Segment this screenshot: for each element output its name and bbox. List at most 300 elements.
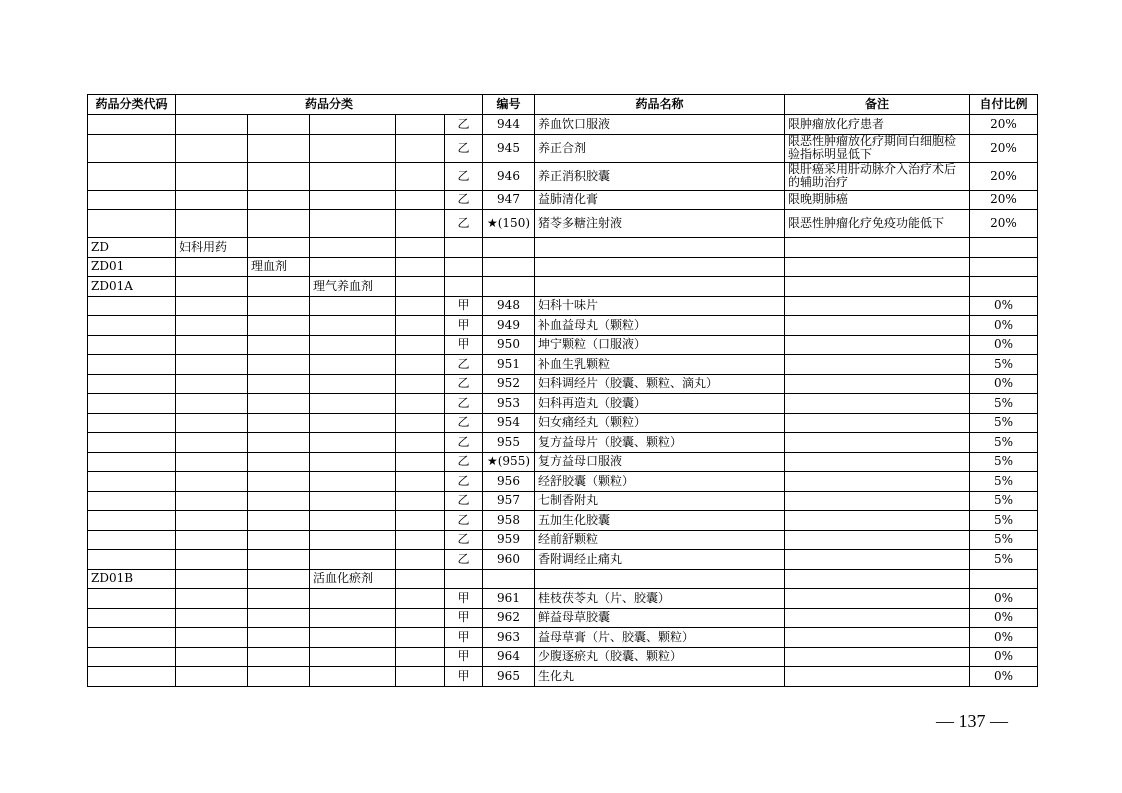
ratio-cell: 20% [970, 115, 1038, 135]
number-cell: 965 [483, 667, 535, 687]
number-cell: 948 [483, 296, 535, 316]
empty-cell [248, 569, 310, 589]
empty-cell [445, 257, 483, 277]
drug-name-cell: 养正消积胶囊 [535, 162, 785, 190]
number-cell: 952 [483, 374, 535, 394]
empty-cell [310, 491, 396, 511]
empty-cell [176, 355, 248, 375]
table-row [88, 511, 1038, 531]
empty-cell [310, 472, 396, 492]
empty-cell [176, 608, 248, 628]
empty-cell [396, 550, 445, 570]
empty-cell [176, 134, 248, 162]
drug-name-cell: 妇科十味片 [535, 296, 785, 316]
note-cell: 限晚期肺癌 [785, 190, 970, 210]
number-cell: 947 [483, 190, 535, 210]
empty-cell [88, 647, 176, 667]
empty-cell [176, 452, 248, 472]
drug-name-cell: 补血生乳颗粒 [535, 355, 785, 375]
table-row [88, 355, 1038, 375]
empty-cell [396, 335, 445, 355]
empty-cell [176, 433, 248, 453]
grade-cell: 乙 [445, 433, 483, 453]
empty-cell [248, 162, 310, 190]
empty-cell [970, 238, 1038, 258]
drug-name-cell: 益肺清化膏 [535, 190, 785, 210]
drug-name-cell: 坤宁颗粒（口服液） [535, 335, 785, 355]
empty-cell [88, 190, 176, 210]
table-row [88, 134, 1038, 162]
ratio-cell: 20% [970, 162, 1038, 190]
note-cell [785, 394, 970, 414]
empty-cell [310, 433, 396, 453]
grade-cell: 乙 [445, 115, 483, 135]
note-cell [785, 472, 970, 492]
note-cell [785, 452, 970, 472]
empty-cell [396, 190, 445, 210]
table-row [88, 452, 1038, 472]
empty-cell [310, 335, 396, 355]
empty-cell [396, 647, 445, 667]
empty-cell [310, 162, 396, 190]
ratio-cell: 5% [970, 550, 1038, 570]
ratio-cell: 20% [970, 190, 1038, 210]
empty-cell [88, 433, 176, 453]
grade-cell: 乙 [445, 472, 483, 492]
empty-cell [310, 608, 396, 628]
grade-cell: 甲 [445, 608, 483, 628]
number-cell: 960 [483, 550, 535, 570]
grade-cell: 乙 [445, 452, 483, 472]
table-row [88, 491, 1038, 511]
ratio-cell: 20% [970, 134, 1038, 162]
category-label-cell: 妇科用药 [176, 238, 248, 258]
empty-cell [248, 296, 310, 316]
empty-cell [396, 257, 445, 277]
empty-cell [310, 210, 396, 238]
empty-cell [176, 647, 248, 667]
empty-cell [88, 335, 176, 355]
empty-cell [310, 257, 396, 277]
table-row [88, 374, 1038, 394]
empty-cell [396, 589, 445, 609]
table-body [88, 115, 1038, 687]
note-cell [785, 335, 970, 355]
empty-cell [396, 374, 445, 394]
empty-cell [248, 413, 310, 433]
number-cell: 946 [483, 162, 535, 190]
empty-cell [248, 277, 310, 297]
empty-cell [445, 569, 483, 589]
empty-cell [396, 162, 445, 190]
note-cell [785, 316, 970, 336]
empty-cell [310, 667, 396, 687]
empty-cell [248, 238, 310, 258]
category-row [88, 257, 1038, 277]
empty-cell [396, 452, 445, 472]
drug-name-cell: 香附调经止痛丸 [535, 550, 785, 570]
empty-cell [396, 530, 445, 550]
drug-name-cell: 复方益母口服液 [535, 452, 785, 472]
ratio-cell: 0% [970, 628, 1038, 648]
note-cell [785, 491, 970, 511]
number-cell: 945 [483, 134, 535, 162]
empty-cell [88, 374, 176, 394]
number-cell: 951 [483, 355, 535, 375]
drug-name-cell: 养血饮口服液 [535, 115, 785, 135]
grade-cell: 乙 [445, 210, 483, 238]
empty-cell [88, 452, 176, 472]
empty-cell [176, 511, 248, 531]
empty-cell [176, 257, 248, 277]
number-cell: 959 [483, 530, 535, 550]
grade-cell: 乙 [445, 134, 483, 162]
ratio-cell: 0% [970, 647, 1038, 667]
empty-cell [88, 162, 176, 190]
category-row [88, 277, 1038, 297]
ratio-cell: 5% [970, 511, 1038, 531]
empty-cell [310, 589, 396, 609]
empty-cell [176, 413, 248, 433]
number-cell: 964 [483, 647, 535, 667]
empty-cell [176, 296, 248, 316]
empty-cell [396, 277, 445, 297]
empty-cell [248, 190, 310, 210]
empty-cell [785, 257, 970, 277]
empty-cell [88, 530, 176, 550]
category-code-cell: ZD01B [88, 569, 176, 589]
drug-name-cell: 七制香附丸 [535, 491, 785, 511]
empty-cell [396, 394, 445, 414]
empty-cell [396, 667, 445, 687]
empty-cell [88, 628, 176, 648]
empty-cell [310, 296, 396, 316]
number-cell: 950 [483, 335, 535, 355]
table-row [88, 162, 1038, 190]
drug-catalog-table [87, 94, 1038, 687]
empty-cell [176, 277, 248, 297]
table-row [88, 335, 1038, 355]
category-row [88, 569, 1038, 589]
empty-cell [310, 190, 396, 210]
number-cell: ★(955) [483, 452, 535, 472]
note-cell [785, 374, 970, 394]
table-row [88, 628, 1038, 648]
empty-cell [396, 491, 445, 511]
ratio-cell: 5% [970, 413, 1038, 433]
drug-name-cell: 妇科调经片（胶囊、颗粒、滴丸） [535, 374, 785, 394]
empty-cell [248, 355, 310, 375]
table-row [88, 589, 1038, 609]
note-cell [785, 530, 970, 550]
empty-cell [88, 296, 176, 316]
note-cell [785, 511, 970, 531]
ratio-cell: 5% [970, 530, 1038, 550]
empty-cell [176, 569, 248, 589]
note-cell [785, 667, 970, 687]
ratio-cell: 5% [970, 472, 1038, 492]
table-row [88, 316, 1038, 336]
note-cell [785, 355, 970, 375]
empty-cell [88, 491, 176, 511]
ratio-cell: 0% [970, 608, 1038, 628]
note-cell [785, 550, 970, 570]
empty-cell [248, 335, 310, 355]
category-code-cell: ZD [88, 238, 176, 258]
note-cell [785, 608, 970, 628]
empty-cell [248, 511, 310, 531]
header-note: 备注 [785, 95, 970, 115]
empty-cell [310, 647, 396, 667]
empty-cell [535, 238, 785, 258]
grade-cell: 甲 [445, 316, 483, 336]
ratio-cell: 0% [970, 667, 1038, 687]
number-cell: 954 [483, 413, 535, 433]
empty-cell [396, 608, 445, 628]
drug-name-cell: 经舒胶囊（颗粒） [535, 472, 785, 492]
empty-cell [248, 394, 310, 414]
drug-name-cell: 妇女痛经丸（颗粒） [535, 413, 785, 433]
empty-cell [248, 134, 310, 162]
number-cell: 953 [483, 394, 535, 414]
table-row [88, 433, 1038, 453]
table-row [88, 472, 1038, 492]
grade-cell: 甲 [445, 628, 483, 648]
empty-cell [535, 277, 785, 297]
empty-cell [396, 210, 445, 238]
empty-cell [176, 316, 248, 336]
header-category: 药品分类 [176, 95, 483, 115]
empty-cell [88, 316, 176, 336]
empty-cell [88, 589, 176, 609]
note-cell: 限恶性肿瘤放化疗期间白细胞检验指标明显低下 [785, 134, 970, 162]
drug-name-cell: 妇科再造丸（胶囊） [535, 394, 785, 414]
note-cell [785, 296, 970, 316]
category-label-cell: 理血剂 [248, 257, 310, 277]
empty-cell [310, 628, 396, 648]
grade-cell: 乙 [445, 530, 483, 550]
note-cell [785, 647, 970, 667]
empty-cell [88, 472, 176, 492]
category-row [88, 238, 1038, 258]
empty-cell [248, 115, 310, 135]
number-cell: 957 [483, 491, 535, 511]
header-ratio: 自付比例 [970, 95, 1038, 115]
ratio-cell: 0% [970, 374, 1038, 394]
empty-cell [248, 316, 310, 336]
empty-cell [310, 413, 396, 433]
header-number: 编号 [483, 95, 535, 115]
empty-cell [88, 550, 176, 570]
table-row [88, 647, 1038, 667]
table-row [88, 608, 1038, 628]
empty-cell [396, 238, 445, 258]
empty-cell [248, 374, 310, 394]
empty-cell [88, 667, 176, 687]
header-code: 药品分类代码 [88, 95, 176, 115]
grade-cell: 乙 [445, 190, 483, 210]
grade-cell: 乙 [445, 550, 483, 570]
empty-cell [535, 257, 785, 277]
table-row [88, 530, 1038, 550]
empty-cell [88, 413, 176, 433]
empty-cell [176, 530, 248, 550]
note-cell [785, 433, 970, 453]
grade-cell: 甲 [445, 335, 483, 355]
empty-cell [396, 115, 445, 135]
category-code-cell: ZD01 [88, 257, 176, 277]
table-header-row [88, 95, 1038, 115]
empty-cell [396, 569, 445, 589]
empty-cell [176, 115, 248, 135]
drug-name-cell: 经前舒颗粒 [535, 530, 785, 550]
empty-cell [310, 374, 396, 394]
empty-cell [785, 238, 970, 258]
drug-name-cell: 桂枝茯苓丸（片、胶囊） [535, 589, 785, 609]
empty-cell [88, 511, 176, 531]
ratio-cell: 5% [970, 355, 1038, 375]
number-cell: ★(150) [483, 210, 535, 238]
ratio-cell: 0% [970, 589, 1038, 609]
empty-cell [176, 394, 248, 414]
empty-cell [248, 628, 310, 648]
empty-cell [785, 277, 970, 297]
empty-cell [176, 162, 248, 190]
number-cell: 962 [483, 608, 535, 628]
grade-cell: 甲 [445, 296, 483, 316]
empty-cell [310, 115, 396, 135]
empty-cell [310, 550, 396, 570]
number-cell: 963 [483, 628, 535, 648]
drug-name-cell: 生化丸 [535, 667, 785, 687]
table-row [88, 190, 1038, 210]
empty-cell [785, 569, 970, 589]
empty-cell [88, 394, 176, 414]
empty-cell [310, 452, 396, 472]
empty-cell [396, 511, 445, 531]
empty-cell [483, 257, 535, 277]
drug-name-cell: 补血益母丸（颗粒） [535, 316, 785, 336]
drug-name-cell: 鲜益母草胶囊 [535, 608, 785, 628]
empty-cell [176, 374, 248, 394]
empty-cell [176, 491, 248, 511]
page-number: — 137 — [936, 711, 1008, 731]
empty-cell [88, 134, 176, 162]
number-cell: 958 [483, 511, 535, 531]
empty-cell [483, 238, 535, 258]
empty-cell [88, 355, 176, 375]
note-cell [785, 413, 970, 433]
empty-cell [248, 667, 310, 687]
empty-cell [396, 355, 445, 375]
table-row [88, 667, 1038, 687]
table-row [88, 210, 1038, 238]
ratio-cell: 5% [970, 394, 1038, 414]
ratio-cell: 5% [970, 433, 1038, 453]
empty-cell [310, 394, 396, 414]
empty-cell [176, 589, 248, 609]
empty-cell [310, 511, 396, 531]
header-name: 药品名称 [535, 95, 785, 115]
empty-cell [176, 190, 248, 210]
empty-cell [445, 277, 483, 297]
note-cell: 限恶性肿瘤化疗免疫功能低下 [785, 210, 970, 238]
drug-name-cell: 复方益母片（胶囊、颗粒） [535, 433, 785, 453]
empty-cell [970, 257, 1038, 277]
note-cell [785, 589, 970, 609]
grade-cell: 甲 [445, 647, 483, 667]
empty-cell [248, 491, 310, 511]
empty-cell [176, 667, 248, 687]
number-cell: 955 [483, 433, 535, 453]
empty-cell [396, 433, 445, 453]
grade-cell: 乙 [445, 394, 483, 414]
table-row [88, 394, 1038, 414]
category-code-cell: ZD01A [88, 277, 176, 297]
empty-cell [248, 550, 310, 570]
table-row [88, 550, 1038, 570]
empty-cell [310, 355, 396, 375]
empty-cell [88, 115, 176, 135]
drug-name-cell: 五加生化胶囊 [535, 511, 785, 531]
empty-cell [396, 472, 445, 492]
empty-cell [310, 316, 396, 336]
ratio-cell: 5% [970, 491, 1038, 511]
number-cell: 956 [483, 472, 535, 492]
number-cell: 949 [483, 316, 535, 336]
category-label-cell: 理气养血剂 [310, 277, 396, 297]
table-row [88, 296, 1038, 316]
drug-name-cell: 猪苓多糖注射液 [535, 210, 785, 238]
empty-cell [310, 530, 396, 550]
empty-cell [248, 210, 310, 238]
drug-name-cell: 少腹逐瘀丸（胶囊、颗粒） [535, 647, 785, 667]
ratio-cell: 0% [970, 296, 1038, 316]
empty-cell [396, 296, 445, 316]
empty-cell [176, 335, 248, 355]
empty-cell [535, 569, 785, 589]
note-cell [785, 628, 970, 648]
empty-cell [176, 550, 248, 570]
ratio-cell: 20% [970, 210, 1038, 238]
grade-cell: 乙 [445, 413, 483, 433]
empty-cell [483, 277, 535, 297]
ratio-cell: 5% [970, 452, 1038, 472]
grade-cell: 乙 [445, 355, 483, 375]
empty-cell [396, 134, 445, 162]
empty-cell [176, 628, 248, 648]
empty-cell [248, 452, 310, 472]
grade-cell: 甲 [445, 589, 483, 609]
grade-cell: 甲 [445, 667, 483, 687]
empty-cell [970, 569, 1038, 589]
empty-cell [483, 569, 535, 589]
grade-cell: 乙 [445, 491, 483, 511]
empty-cell [396, 413, 445, 433]
number-cell: 961 [483, 589, 535, 609]
empty-cell [88, 210, 176, 238]
empty-cell [88, 608, 176, 628]
table-row [88, 413, 1038, 433]
empty-cell [310, 134, 396, 162]
category-label-cell: 活血化瘀剂 [310, 569, 396, 589]
empty-cell [176, 210, 248, 238]
grade-cell: 乙 [445, 374, 483, 394]
empty-cell [176, 472, 248, 492]
note-cell: 限肿瘤放化疗患者 [785, 115, 970, 135]
grade-cell: 乙 [445, 511, 483, 531]
empty-cell [248, 608, 310, 628]
